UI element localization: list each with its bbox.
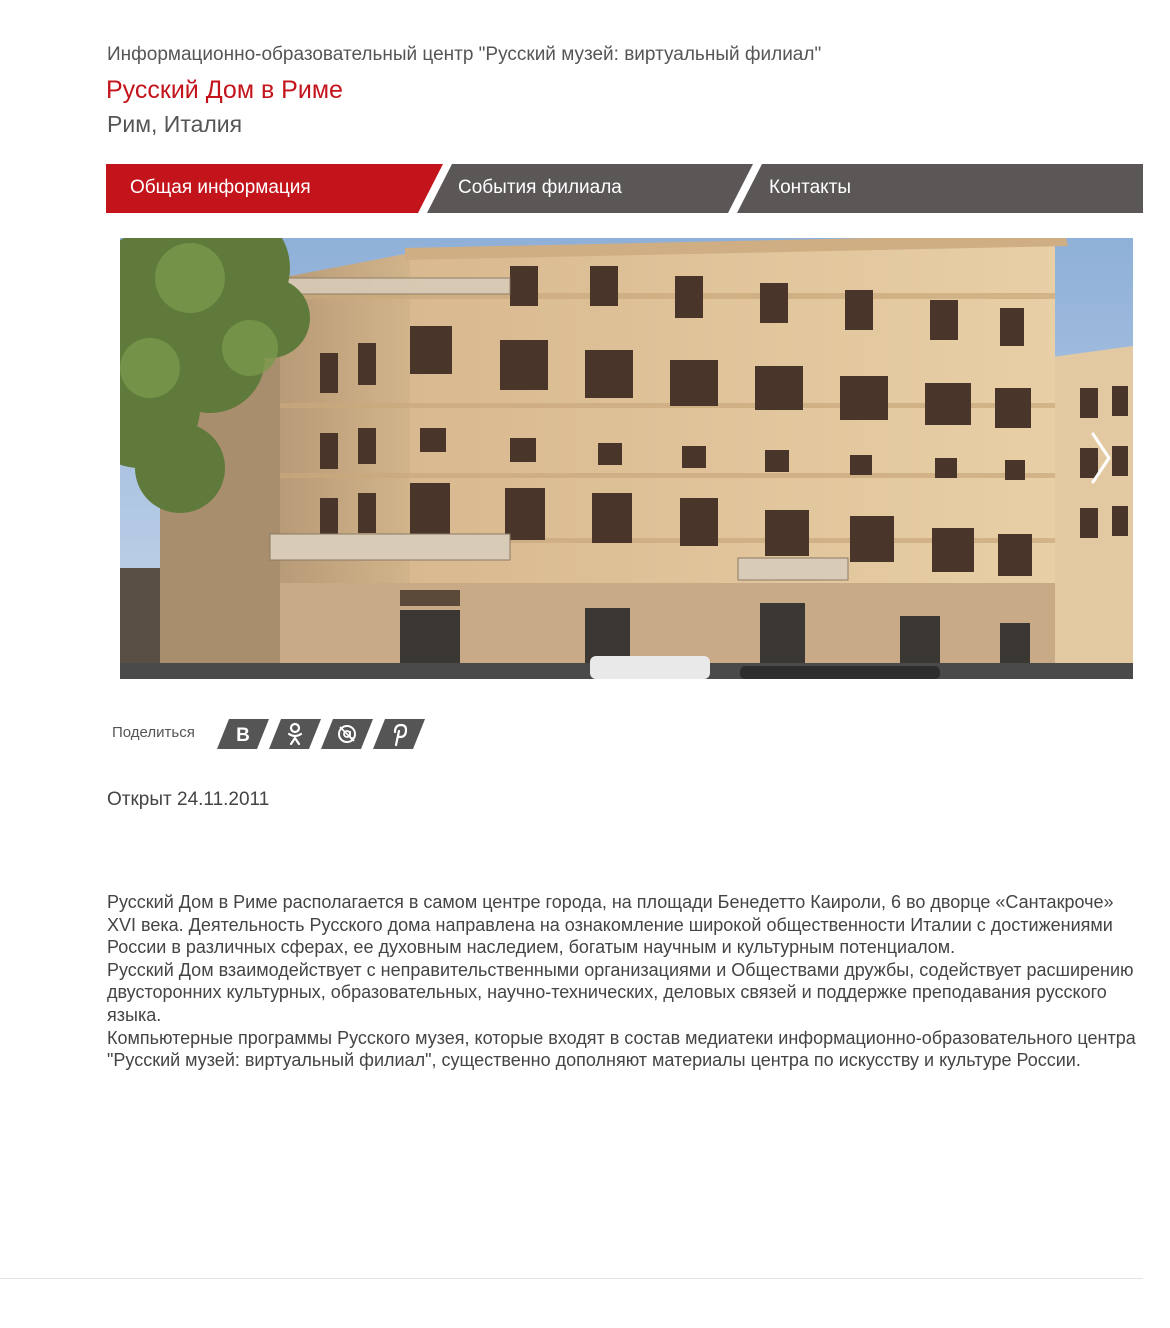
share-label: Поделиться <box>112 724 195 741</box>
svg-text:B: B <box>236 725 250 746</box>
page-title: Русский Дом в Риме <box>106 76 343 104</box>
description-paragraph: Русский Дом в Риме располагается в самом центре города, на площади Бенедетто Каироли, 6 во дворце «Сантакроче» XVI века. Деятельность Русского дома направлена на ознакомление широкой общественности Италии с достижениями России в различных сферах, ее духовным наследием, богатым научным и культурным потенциалом. <box>107 892 1114 958</box>
photo-slider <box>120 238 1133 679</box>
tab-general-info[interactable] <box>106 164 436 213</box>
footer-divider <box>0 1278 1143 1279</box>
description-paragraph: Компьютерные программы Русского музея, которые входят в состав медиатеки информационно-образовательного центра "Русский музей: виртуальный филиал", существенно дополняют материалы центра по искусству и культуре России. <box>107 1027 1136 1071</box>
odnoklassniki-icon[interactable] <box>269 719 321 749</box>
pinterest-icon[interactable] <box>373 719 425 749</box>
building-photo <box>120 238 1133 679</box>
tabs-bar <box>106 164 1143 213</box>
slider-next-icon[interactable] <box>1085 428 1115 488</box>
tab-branch-events-label: События филиала <box>458 177 622 198</box>
tab-contacts-label: Контакты <box>769 177 852 198</box>
location-subtitle: Рим, Италия <box>107 111 243 137</box>
tab-contacts[interactable] <box>746 164 1143 213</box>
mail-at-icon[interactable] <box>321 719 373 749</box>
organization-title: Информационно-образовательный центр "Русский музей: виртуальный филиал" <box>107 44 822 65</box>
description-paragraph: Русский Дом взаимодействует с неправительственными организациями и Обществами дружбы, содействует расширению двусторонних культурных, образовательных, научно-технических, деловых связей и поддержке преподавания русского языка. <box>107 959 1134 1025</box>
description <box>107 891 1137 1072</box>
tab-general-info-label: Общая информация <box>130 177 311 198</box>
vk-icon[interactable] <box>217 719 269 749</box>
tab-branch-events[interactable] <box>436 164 746 213</box>
opened-date: Открыт 24.11.2011 <box>107 789 270 810</box>
